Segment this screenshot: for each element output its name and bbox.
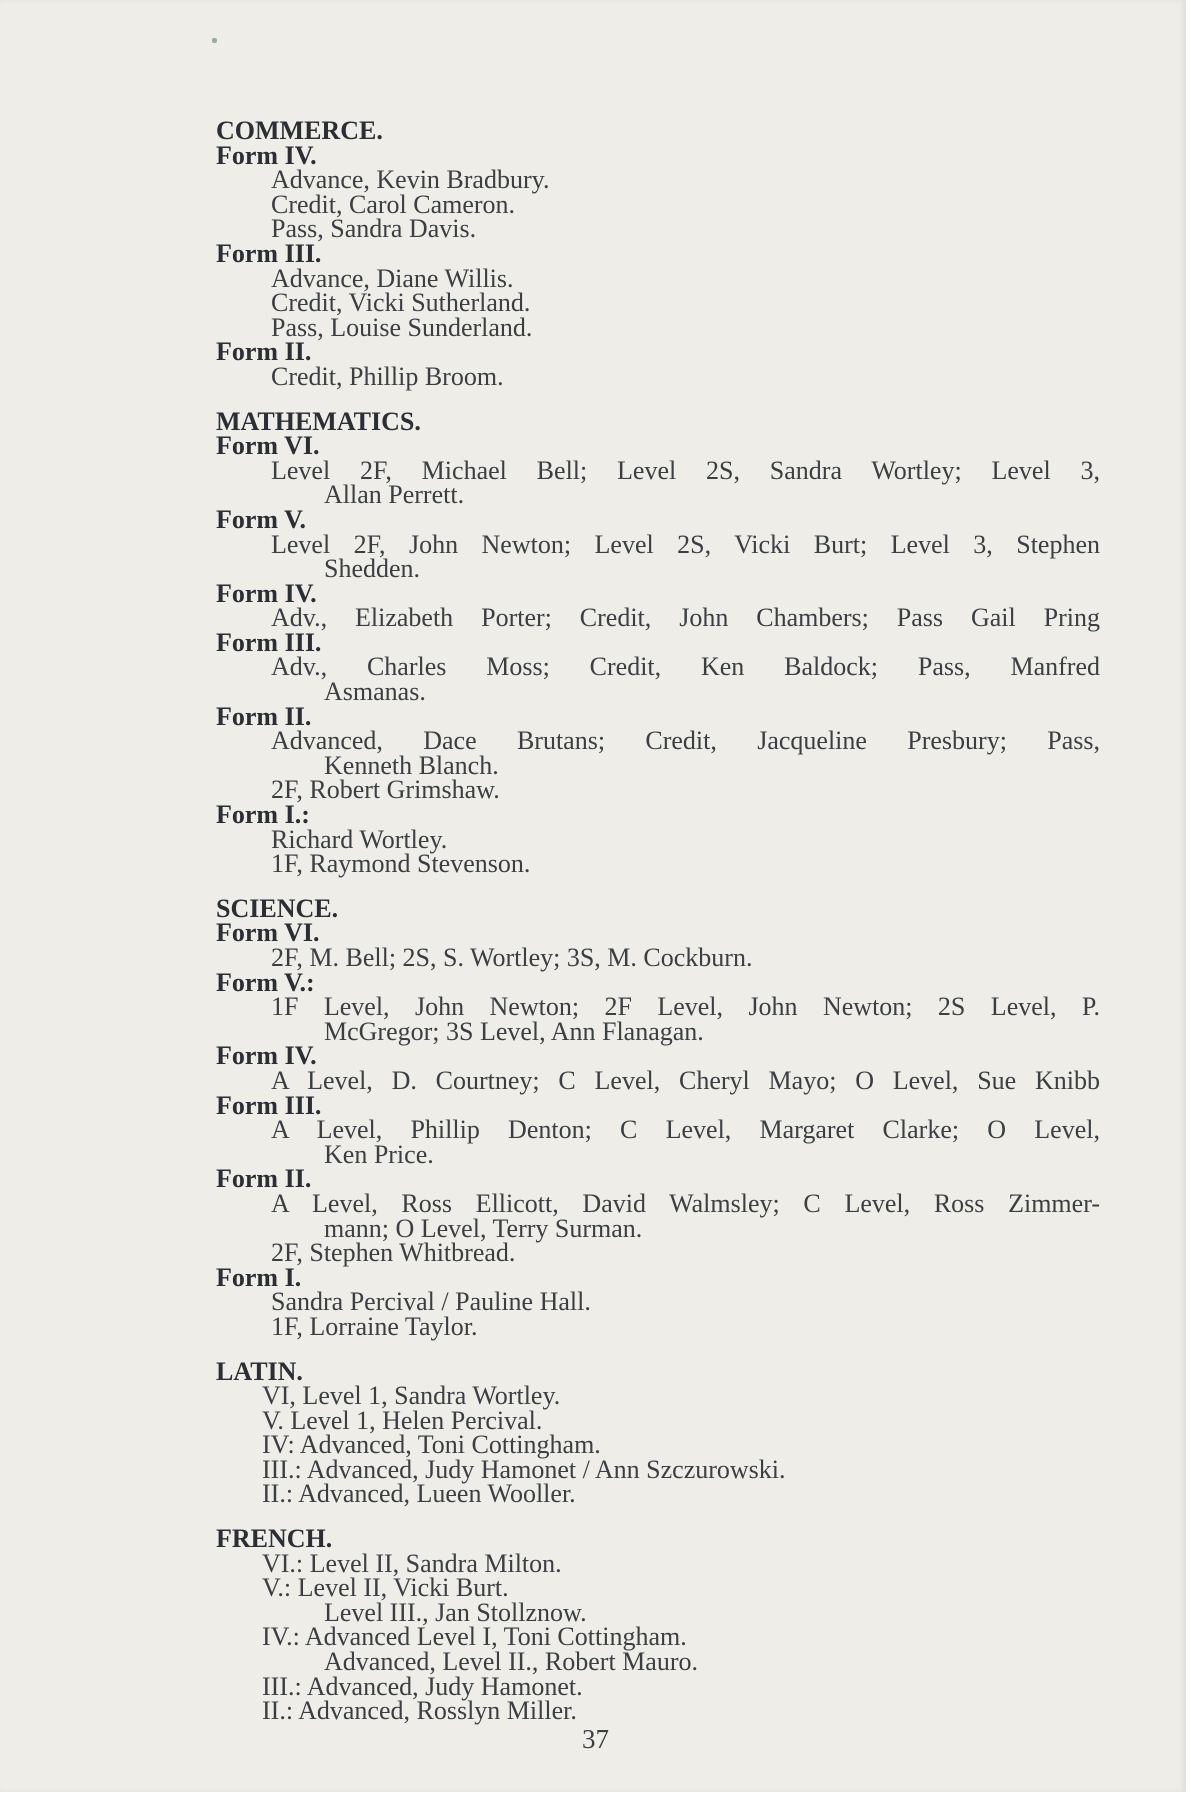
result-line: Level 2F, John Newton; Level 2S, Vicki Burt; Level 3, Stephen <box>271 529 1100 559</box>
subject-results-list <box>216 116 1100 1726</box>
section-heading: SCIENCE. <box>216 893 339 923</box>
result-line: Pass, Louise Sunderland. <box>271 312 533 342</box>
result-line: A Level, Phillip Denton; C Level, Margaret Clarke; O Level, <box>271 1115 1100 1145</box>
form-heading: Form IV. <box>216 140 317 170</box>
result-line: VI.: Level II, Sandra Milton. <box>262 1548 562 1578</box>
result-line: Adv., Charles Moss; Credit, Ken Baldock; Pass, Manfred <box>271 652 1100 682</box>
result-line: A Level, Ross Ellicott, David Walmsley; C Level, Ross Zimmer- <box>271 1188 1100 1218</box>
section-heading: LATIN. <box>216 1356 303 1386</box>
result-line: Credit, Phillip Broom. <box>271 361 504 391</box>
form-heading: Form II. <box>216 701 312 731</box>
result-line: A Level, D. Courtney; C Level, Cheryl Mayo; O Level, Sue Knibb <box>271 1065 1100 1095</box>
result-line: mann; O Level, Terry Surman. <box>324 1213 643 1243</box>
result-line: Adv., Elizabeth Porter; Credit, John Chambers; Pass Gail Pring <box>271 603 1100 633</box>
result-line: V.: Level II, Vicki Burt. <box>262 1573 509 1603</box>
result-line: 1F, Lorraine Taylor. <box>271 1311 478 1341</box>
result-line: Ken Price. <box>324 1139 434 1169</box>
result-line: Allan Perrett. <box>324 480 465 510</box>
section-heading: FRENCH. <box>216 1524 333 1554</box>
form-heading: Form IV. <box>216 1041 317 1071</box>
section-heading: MATHEMATICS. <box>216 406 421 436</box>
form-heading: Form V.: <box>216 967 315 997</box>
form-heading: Form VI. <box>216 918 320 948</box>
result-line: 2F, M. Bell; 2S, S. Wortley; 3S, M. Cockburn. <box>271 943 753 972</box>
result-line: Asmanas. <box>324 677 426 707</box>
result-line: Advance, Kevin Bradbury. <box>271 165 550 195</box>
result-line: Richard Wortley. <box>271 824 448 854</box>
result-line: 2F, Robert Grimshaw. <box>271 775 500 805</box>
result-line: 1F Level, John Newton; 2F Level, John Newton; 2S Level, P. <box>271 992 1100 1022</box>
result-line: 1F, Raymond Stevenson. <box>271 849 531 879</box>
result-line: II.: Advanced, Rosslyn Miller. <box>262 1696 577 1726</box>
section-heading: COMMERCE. <box>216 116 383 145</box>
result-line: 2F, Stephen Whitbread. <box>271 1238 516 1268</box>
result-line: V. Level 1, Helen Percival. <box>262 1405 543 1435</box>
page-number: 37 <box>582 1724 609 1754</box>
form-heading: Form III. <box>216 1090 322 1120</box>
result-line: Advance, Diane Willis. <box>271 263 514 293</box>
result-line: Sandra Percival / Pauline Hall. <box>271 1287 591 1317</box>
result-line: Shedden. <box>324 554 421 584</box>
result-line: Level 2F, Michael Bell; Level 2S, Sandra Wortley; Level 3, <box>271 455 1100 485</box>
result-line: III.: Advanced, Judy Hamonet. <box>262 1671 583 1701</box>
form-heading: Form III. <box>216 627 322 657</box>
form-heading: Form VI. <box>216 431 320 461</box>
form-heading: Form III. <box>216 238 322 268</box>
form-heading: Form I.: <box>216 800 310 830</box>
form-heading: Form I. <box>216 1262 302 1292</box>
result-line: IV: Advanced, Toni Cottingham. <box>262 1430 601 1460</box>
result-line: Kenneth Blanch. <box>324 750 499 780</box>
result-line: Advanced, Level II., Robert Mauro. <box>324 1647 698 1677</box>
form-heading: Form IV. <box>216 578 317 608</box>
result-line: II.: Advanced, Lueen Wooller. <box>262 1479 576 1509</box>
result-line: Credit, Vicki Sutherland. <box>271 288 531 318</box>
result-line: VI, Level 1, Sandra Wortley. <box>262 1381 561 1411</box>
form-heading: Form V. <box>216 504 307 534</box>
result-line: IV.: Advanced Level I, Toni Cottingham. <box>262 1622 687 1652</box>
form-heading: Form II. <box>216 1164 312 1194</box>
result-line: Pass, Sandra Davis. <box>271 214 477 244</box>
print-speck <box>212 38 217 43</box>
result-line: McGregor; 3S Level, Ann Flanagan. <box>324 1016 704 1046</box>
form-heading: Form II. <box>216 337 312 367</box>
result-line: Credit, Carol Cameron. <box>271 189 516 219</box>
result-line: Advanced, Dace Brutans; Credit, Jacqueline Presbury; Pass, <box>271 726 1100 756</box>
result-line: Level III., Jan Stollznow. <box>324 1597 587 1627</box>
result-line: III.: Advanced, Judy Hamonet / Ann Szczurowski. <box>262 1454 786 1484</box>
